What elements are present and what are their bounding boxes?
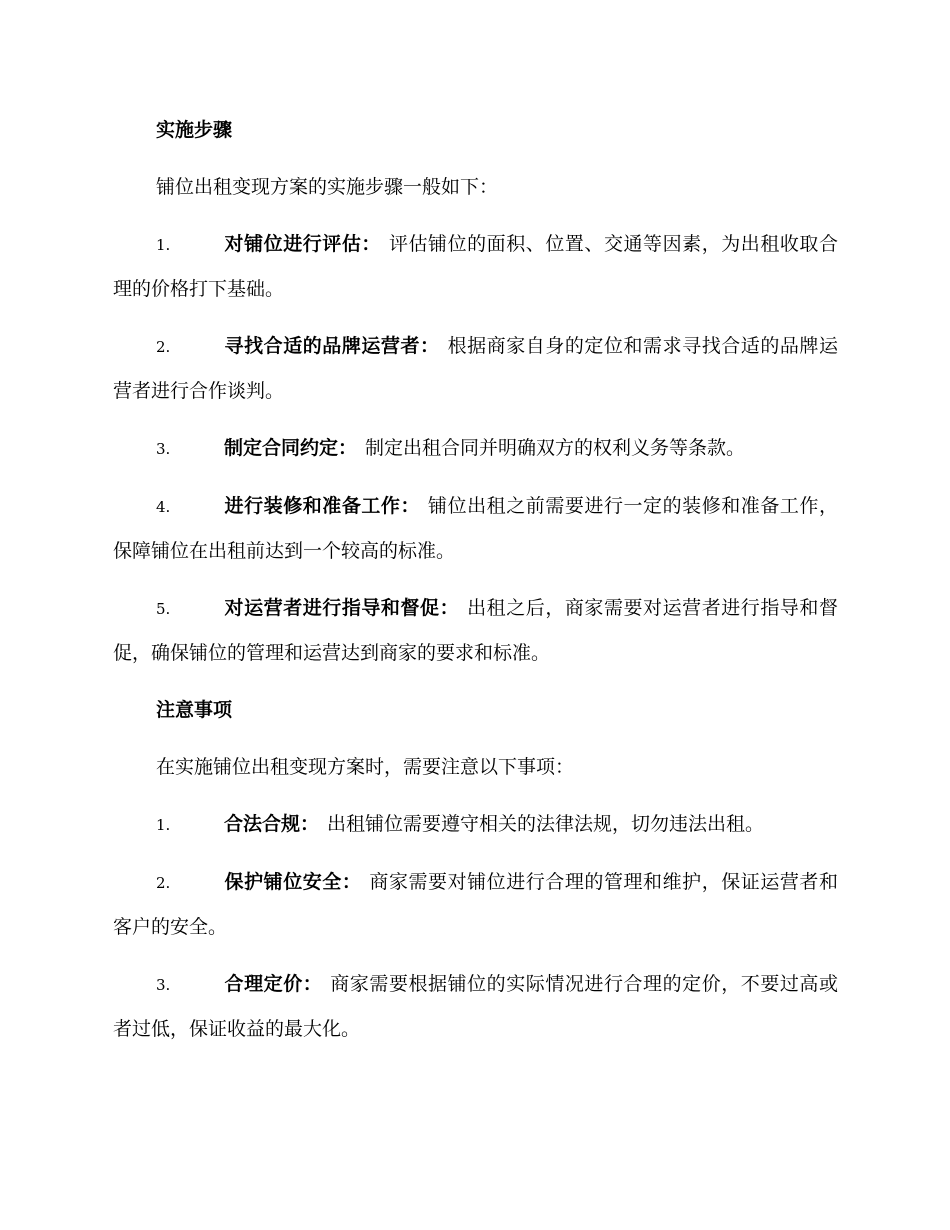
list-item (113, 484, 838, 573)
item-number: 3. (156, 976, 171, 994)
list-item (113, 860, 838, 949)
item-description: 出租之后，商家需要对运营者进行指导和督促，确保铺位的管理和运营达到商家的要求和标准。 (113, 597, 838, 664)
item-term: 对运营者进行指导和督促： (224, 597, 460, 619)
item-number: 3. (156, 440, 171, 458)
item-description: 商家需要对铺位进行合理的管理和维护，保证运营者和客户的安全。 (113, 871, 838, 938)
list-item (113, 222, 838, 311)
section-notes (113, 688, 838, 1051)
item-number: 2. (156, 874, 171, 892)
list-item (113, 962, 838, 1051)
item-number: 4. (156, 498, 171, 516)
item-number: 1. (156, 816, 171, 834)
list-item (113, 586, 838, 675)
section-heading: 注意事项 (156, 699, 233, 721)
item-description: 铺位出租之前需要进行一定的装修和准备工作，保障铺位在出租前达到一个较高的标准。 (113, 495, 838, 562)
section-intro: 铺位出租变现方案的实施步骤一般如下： (156, 176, 499, 198)
item-number: 2. (156, 338, 171, 356)
item-term: 制定合同约定： (224, 437, 358, 459)
item-term: 寻找合适的品牌运营者： (224, 335, 440, 357)
list-item (113, 324, 838, 413)
item-term: 保护铺位安全： (224, 871, 362, 893)
list-item (113, 802, 838, 847)
list-item (113, 426, 838, 471)
section-heading: 实施步骤 (156, 119, 233, 141)
item-term: 合法合规： (224, 813, 320, 835)
item-term: 合理定价： (224, 973, 323, 995)
item-description: 制定出租合同并明确双方的权利义务等条款。 (365, 437, 746, 459)
item-description: 根据商家自身的定位和需求寻找合适的品牌运营者进行合作谈判。 (113, 335, 838, 402)
section-intro: 在实施铺位出租变现方案时，需要注意以下事项： (156, 756, 575, 778)
item-term: 进行装修和准备工作： (224, 495, 421, 517)
document-page (113, 108, 838, 1064)
item-description: 商家需要根据铺位的实际情况进行合理的定价，不要过高或者过低，保证收益的最大化。 (113, 973, 838, 1040)
item-number: 5. (156, 600, 171, 618)
section-implementation-steps (113, 108, 838, 675)
item-description: 出租铺位需要遵守相关的法律法规，切勿违法出租。 (327, 813, 765, 835)
item-number: 1. (156, 236, 171, 254)
item-term: 对铺位进行评估： (224, 233, 381, 255)
item-description: 评估铺位的面积、位置、交通等因素，为出租收取合理的价格打下基础。 (113, 233, 838, 300)
